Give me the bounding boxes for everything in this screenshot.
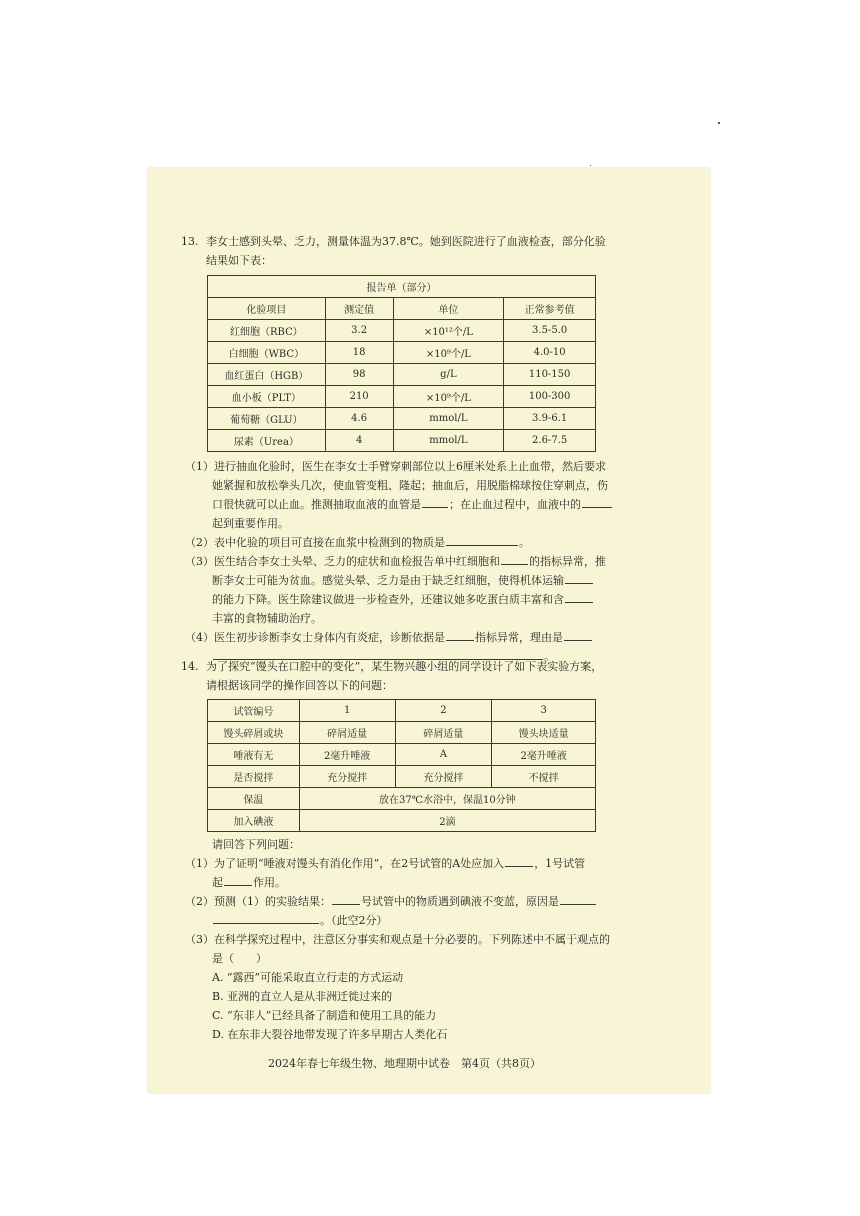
table-cell: 110-150 (504, 364, 596, 386)
table-cell: g/L (393, 364, 504, 386)
q13-part2-a: （2）表中化验的项目可直接在血浆中检测到的物质是 (185, 536, 445, 549)
table-cell: mmol/L (393, 408, 504, 430)
q13-part1-line3-b: ；在止血过程中，血液中的 (449, 498, 581, 511)
table-cell: 18 (325, 342, 393, 364)
q14-part2-line2 (212, 911, 388, 930)
table-cell: 2.6-7.5 (504, 430, 596, 452)
table-cell: 尿素（Urea） (208, 430, 326, 452)
table-cell: 不搅拌 (492, 766, 596, 788)
table-cell: 红细胞（RBC） (208, 320, 326, 342)
table-row (208, 788, 596, 810)
answer-blank[interactable] (332, 892, 360, 905)
answer-blank[interactable] (560, 892, 596, 905)
q13-part3-line4: 丰富的食物辅助治疗。 (212, 612, 322, 625)
page-footer: 2024年春七年级生物、地理期中试卷 第4页（共8页） (268, 1057, 541, 1070)
table-cell: 充分搅拌 (299, 766, 395, 788)
table-cell: 放在37℃水浴中，保温10分钟 (299, 788, 595, 810)
q14-header-cell: 3 (492, 700, 596, 722)
q14-part1-line1-b: ，1号试管 (534, 857, 586, 870)
table-cell: ×10⁹个/L (393, 342, 504, 364)
table-cell: 210 (325, 386, 393, 408)
table-row (208, 722, 596, 744)
table-cell: 2毫升唾液 (299, 744, 395, 766)
table-cell: 3.5-5.0 (504, 320, 596, 342)
scan-speck (590, 165, 591, 166)
answer-blank[interactable] (565, 571, 593, 584)
table-cell: 100-300 (504, 386, 596, 408)
answer-blank[interactable] (446, 533, 518, 546)
q14-part1-line1 (185, 854, 585, 873)
q13-part4-line1-a: （4）医生初步诊断李女士身体内有炎症，诊断依据是 (185, 631, 445, 644)
q13-part4-line1 (185, 628, 593, 647)
q13-part3-line3-a: 的能力下降。医生除建议做进一步检查外，还建议她多吃蛋白质丰富和含 (212, 593, 564, 606)
q14-part1-line2-a: 起 (212, 876, 223, 889)
q14-table-header-row (208, 700, 596, 722)
table-cell: 馒头块适量 (492, 722, 596, 744)
table-row (208, 744, 596, 766)
q13-table-header-row (208, 298, 596, 320)
answer-blank[interactable] (505, 854, 533, 867)
table-cell: A (395, 744, 492, 766)
table-cell: 2滴 (299, 810, 595, 832)
q13-part3-line2 (212, 571, 594, 590)
table-cell: 2毫升唾液 (492, 744, 596, 766)
q13-part3-line2-a: 断李女士可能为贫血。感觉头晕、乏力是由于缺乏红细胞，使得机体运输 (212, 574, 564, 587)
q14-part1-line1-a: （1）为了证明“唾液对馒头有消化作用”，在2号试管的A处应加入 (185, 857, 505, 870)
q13-table-title: 报告单（部分） (208, 276, 596, 298)
q13-part1-line2: 她紧握和放松拳头几次，使血管变粗、隆起；抽血后，用脱脂棉球按住穿刺点，伤 (212, 479, 608, 492)
table-cell: mmol/L (393, 430, 504, 452)
answer-blank[interactable] (565, 590, 593, 603)
option-c[interactable]: C. “东非人”已经具备了制造和使用工具的能力 (212, 1009, 437, 1022)
table-cell: 葡萄糖（GLU） (208, 408, 326, 430)
scan-speck (718, 122, 720, 124)
q14-experiment-table (207, 699, 596, 832)
q13-part4-line2-b: 。 (544, 650, 555, 663)
table-cell: 3.2 (325, 320, 393, 342)
q14-number: 14. (181, 660, 199, 673)
table-cell: 馒头碎屑或块 (208, 722, 300, 744)
table-row (208, 430, 596, 452)
q13-number: 13. (181, 235, 199, 248)
answer-blank[interactable] (582, 495, 612, 508)
table-cell: 保温 (208, 788, 300, 810)
q13-part3-line1-a: （3）医生结合李女士头晕、乏力的症状和血检报告单中红细胞和 (185, 555, 500, 568)
q13-header-cell: 测定值 (325, 298, 393, 320)
q14-header-cell: 1 (299, 700, 395, 722)
q14-part3-line1: （3）在科学探究过程中，注意区分事实和观点是十分必要的。下列陈述中不属于观点的 (185, 933, 610, 946)
table-row (208, 364, 596, 386)
q14-part2-line2-b: 。（此空2分） (320, 914, 388, 927)
q13-header-cell: 化验项目 (208, 298, 326, 320)
table-cell: ×10⁹个/L (393, 386, 504, 408)
q13-part1-line3 (212, 495, 613, 514)
q13-part3-line1-b: 的指标异常，推 (529, 555, 606, 568)
table-cell: 加入碘液 (208, 810, 300, 832)
table-cell: 血红蛋白（HGB） (208, 364, 326, 386)
table-cell: 充分搅拌 (395, 766, 492, 788)
answer-blank[interactable] (564, 628, 592, 641)
exam-page (148, 168, 710, 1093)
q14-part1-line2-b: 作用。 (253, 876, 286, 889)
table-cell: ×10¹²个/L (393, 320, 504, 342)
q14-part2-line1-a: （2）预测（1）的实验结果： (185, 895, 331, 908)
table-cell: 4 (325, 430, 393, 452)
q14-part1-line2 (212, 873, 286, 892)
q13-header-cell: 单位 (393, 298, 504, 320)
table-cell: 白细胞（WBC） (208, 342, 326, 364)
table-row (208, 408, 596, 430)
table-cell: 碎屑适量 (395, 722, 492, 744)
answer-blank[interactable] (213, 911, 319, 924)
q13-part2-b: 。 (519, 536, 530, 549)
q13-stem-line2: 结果如下表： (206, 254, 272, 267)
q13-part1-line4: 起到重要作用。 (212, 517, 289, 530)
table-row (208, 386, 596, 408)
table-cell: 3.9-6.1 (504, 408, 596, 430)
q14-header-cell: 试管编号 (208, 700, 300, 722)
q13-header-cell: 正常参考值 (504, 298, 596, 320)
answer-blank[interactable] (501, 552, 528, 565)
q14-header-cell: 2 (395, 700, 492, 722)
q14-part2-line1 (185, 892, 597, 911)
q14-part2-line1-b: 号试管中的物质遇到碘液不变蓝，原因是 (361, 895, 559, 908)
table-row (208, 766, 596, 788)
table-cell: 是否搅拌 (208, 766, 300, 788)
table-cell: 血小板（PLT） (208, 386, 326, 408)
q14-stem-line2: 请根据该同学的操作回答以下的问题： (206, 679, 393, 692)
answer-blank[interactable] (224, 873, 252, 886)
option-a[interactable]: A. “露西”可能采取直立行走的方式运动 (212, 971, 404, 984)
q13-stem-line1: 李女士感到头晕、乏力，测量体温为37.8℃。她到医院进行了血液检查，部分化验 (206, 235, 606, 248)
q14-stem-line1: 为了探究“馒头在口腔中的变化”，某生物兴趣小组的同学设计了如下表实验方案， (206, 660, 603, 673)
table-cell: 4.0-10 (504, 342, 596, 364)
table-row (208, 342, 596, 364)
q13-report-table (207, 275, 596, 452)
table-row (208, 320, 596, 342)
q14-part3-line2: 是（ ） (212, 952, 267, 965)
q13-part3-line3 (212, 590, 594, 609)
table-cell: 碎屑适量 (299, 722, 395, 744)
table-cell: 唾液有无 (208, 744, 300, 766)
answer-blank[interactable] (446, 628, 474, 641)
q13-part3-line1 (185, 552, 606, 571)
q13-part4-line1-b: 指标异常，理由是 (475, 631, 563, 644)
table-cell: 4.6 (325, 408, 393, 430)
q13-part1-line1: （1）进行抽血化验时，医生在李女士手臂穿刺部位以上6厘米处系上止血带，然后要求 (185, 460, 606, 473)
table-row (208, 810, 596, 832)
option-b[interactable]: B. 亚洲的直立人是从非洲迁徙过来的 (212, 990, 393, 1003)
answer-blank[interactable] (422, 495, 448, 508)
q13-part2 (185, 533, 530, 552)
q14-prompt: 请回答下列问题： (212, 838, 300, 851)
q13-table-title-row (208, 276, 596, 298)
q13-part1-line3-a: 口很快就可以止血。推测抽取血液的血管是 (212, 498, 421, 511)
option-d[interactable]: D. 在东非大裂谷地带发现了许多早期古人类化石 (212, 1028, 448, 1041)
table-cell: 98 (325, 364, 393, 386)
